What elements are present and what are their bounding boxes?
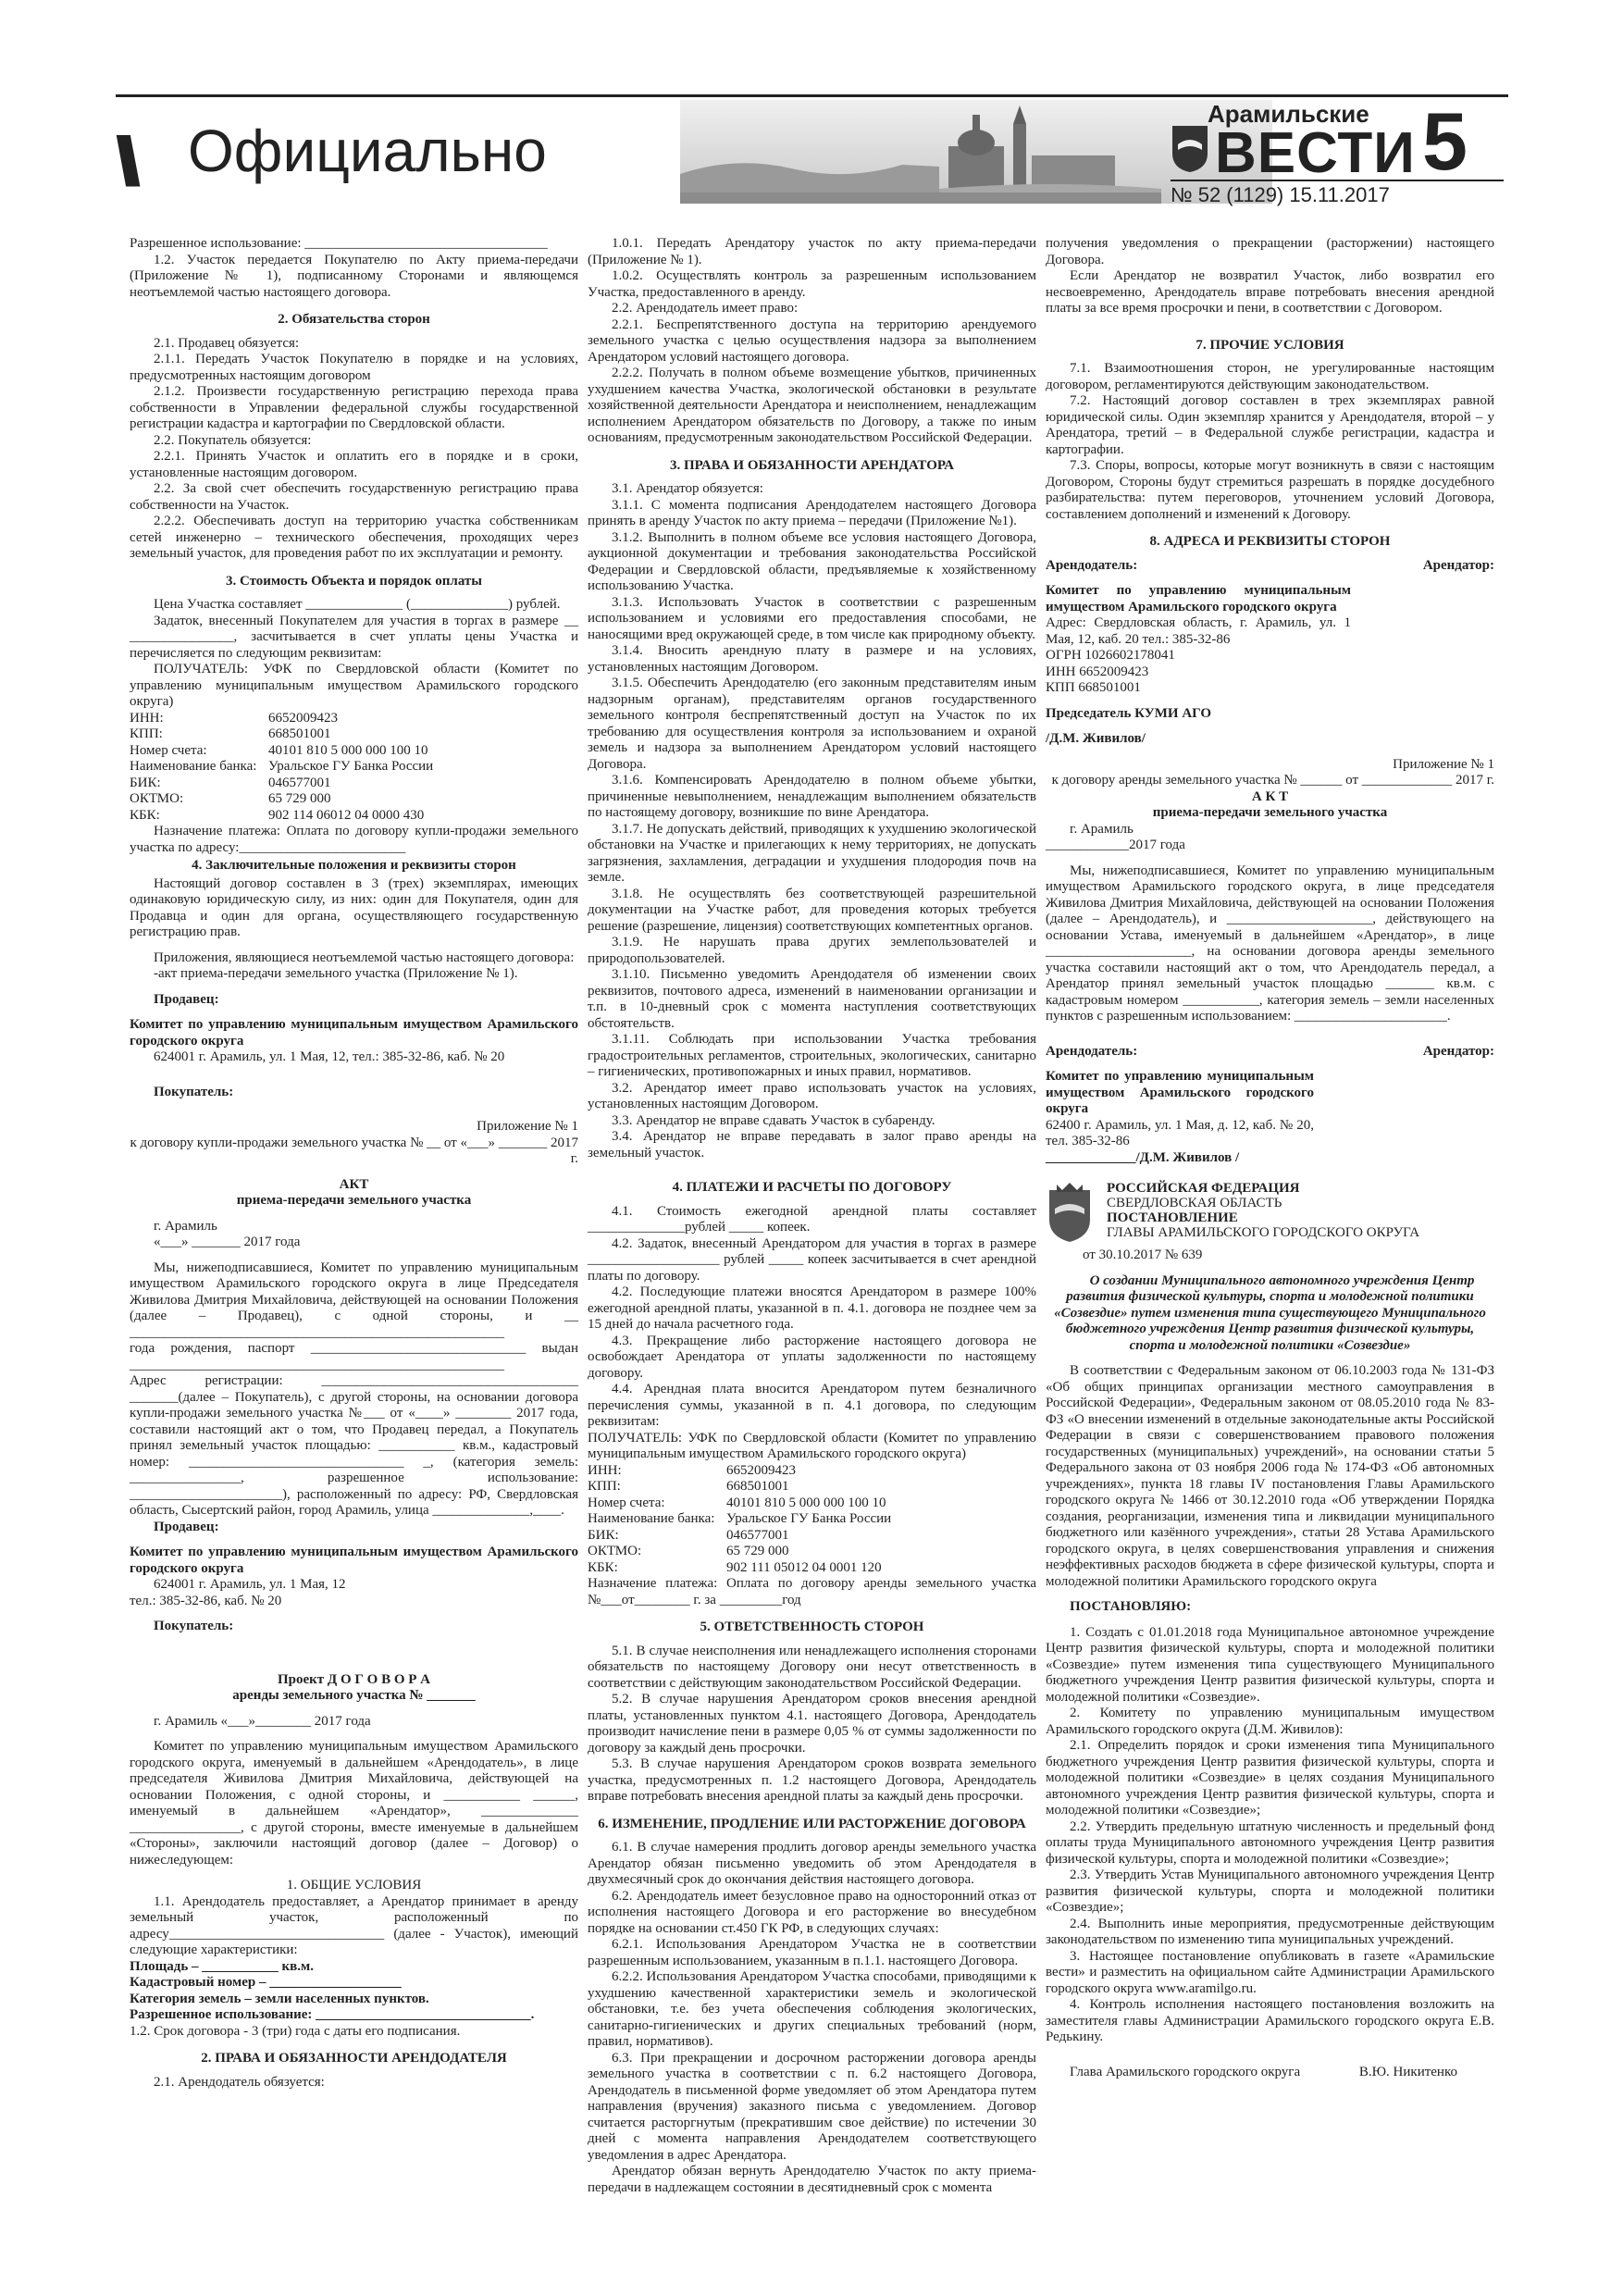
paragraph: 2.2. Утвердить предельную штатную численность и предельный фонд оплаты труда Муниципального автономного учреждения Центр развития физической культуры, спорта и молодежной политики «Созвездие»; bbox=[1046, 1818, 1494, 1867]
decree-date: от 30.10.2017 № 639 bbox=[1083, 1247, 1203, 1262]
paragraph: Мы, нижеподписавшиеся, Комитет по управлению муниципальным имуществом Арамильского городского округа в лице Председателя Живилова Дмитрия Михайловича, действующей на основании Положения (далее – Продавец), с одной стороны, и __ ______________________________________________________ bbox=[130, 1260, 578, 1340]
paragraph: В соответствии с Федеральным законом от 06.10.2003 года № 131-ФЗ «Об общих принципах организации местного самоуправления в Российской Федерации», Федеральным законом от 08.05.2010 года № 83-ФЗ «О внесении изменений в отдельные законодательные акты Российской Федерации в связи с совершенствованием правового положения государственных (муниципальных) учреждений», на основании статьи 5 Федерального закона от 03 ноября 2006 года № 174-ФЗ «Об автономных учреждениях», пункта 18 главы IV постановления Главы Арамильского городского округа № 1466 от 30.12.2010 года «Об утверждении Порядка создания, реорганизации, изменения типа и ликвидации муниципального бюджетного или казённого учреждения», статьи 28 Устава Арамильского городского округа, в целях совершенствования управления и снижения неэффективных расходов бюджета в сфере физической культуры, спорта и молодежной политики Арамильского городского округа bbox=[1046, 1363, 1494, 1589]
place: г. Арамиль bbox=[154, 1218, 217, 1234]
paragraph: 2. Комитету по управлению муниципальным имуществом Арамильского городского округа (Д.М. Живилов): bbox=[1046, 1706, 1494, 1737]
masthead bbox=[116, 94, 1508, 207]
bank-requisites bbox=[130, 711, 578, 825]
column-1 bbox=[130, 236, 578, 2091]
section-slashes-icon: \\ bbox=[116, 123, 129, 200]
appendix-ref: к договору аренды земельного участка № ______ от _____________ 2017 г. bbox=[1051, 773, 1494, 788]
paragraph: 1. Создать с 01.01.2018 года Муниципальное автономное учреждение Центр развития физической культуры, спорта и молодежной политики «Созвездие» путем изменения типа существующего Муниципального бюджетного учреждения Центр развития физической культуры, спорта и молодежной политики «Созвездие». bbox=[1046, 1624, 1494, 1705]
party-address: 624001 г. Арамиль, ул. 1 Мая, 12, тел.: 385-32-86, каб. № 20 bbox=[154, 1049, 505, 1064]
party-name: Комитет по управлению муниципальным имуществом Арамильского городского округа bbox=[130, 1545, 578, 1576]
section-heading: 3. ПРАВА И ОБЯЗАННОСТИ АРЕНДАТОРА bbox=[670, 457, 954, 473]
paragraph: 7.2. Настоящий договор составлен в трех экземплярах равной юридической силы. Один экземпляр хранится у Арендодателя, второй – у Арендатора, третий – в Федеральной службе регистрации, кадастра и картографии. bbox=[1046, 393, 1494, 457]
req-value: 6652009423 bbox=[268, 710, 338, 726]
appendix-label: Приложение № 1 bbox=[1393, 756, 1494, 772]
section-heading: 3. Стоимость Объекта и порядок оплаты bbox=[225, 573, 483, 589]
lessor-ogrn: ОГРН 1026602178041 bbox=[1046, 648, 1175, 663]
paragraph: 2.3. Утвердить Устав Муниципального автономного учреждения Центр развития физической культуры, спорта и молодежной политики «Созвездие»; bbox=[1046, 1868, 1494, 1915]
paragraph: года рождения, паспорт _______________________________ выдан ______________________________________________________ bbox=[130, 1341, 578, 1372]
paragraph: Назначение платежа: Оплата по договору купли-продажи земельного участка по адресу:________________________ bbox=[130, 824, 578, 855]
paragraph: 4.2. Задаток, внесенный Арендатором для участия в торгах в размере ___________________ рублей _____ копеек засчитывается в счет арендной платы по договору. bbox=[588, 1235, 1036, 1284]
paragraph: 4.4. Арендная плата вносится Арендатором путем безналичного перечисления суммы, указанной в п. 4.1 договора, по следующим реквизитам: bbox=[588, 1382, 1036, 1429]
paragraph: 2.2. Покупатель обязуется: bbox=[154, 432, 312, 448]
paragraph: Задаток, внесенный Покупателем для участия в торгах в размере __ _______________, засчитывается в счет уплаты цены Участка и перечисляется по следующим реквизитам: bbox=[130, 613, 578, 661]
signature-line: /Д.М. Живилов/ bbox=[1046, 731, 1146, 746]
paragraph: Если Арендатор не возвратил Участок, либо возвратил его несвоевременно, Арендодатель вправе потребовать внесения арендной платы за все время просрочки и пени, в соответствии с Договором. bbox=[1046, 268, 1494, 316]
req-value: Уральское ГУ Банка России bbox=[726, 1511, 892, 1526]
paragraph: 6.3. При прекращении и досрочном расторжении договора аренды земельного участка в соответствии с п. 6.2 настоящего Договора, Арендодатель в письменной форме уведомляет об этом Арендатора путем направления (вручения) заказного письма с уведомлением. Договор считается расторгнутым (прекратившим свое действие) по истечении 30 дней с момента направления Арендодателем соответствующего уведомления в адрес Арендатора. bbox=[588, 2050, 1036, 2163]
paragraph: Арендатор обязан вернуть Арендодателю Участок по акту приема-передачи в надлежащем состоянии в десятидневный срок с момента bbox=[588, 2164, 1036, 2195]
paragraph: 2.1.1. Передать Участок Покупателю в порядке и на условиях, предусмотренных настоящим договором bbox=[130, 352, 578, 383]
paragraph: 4.2. Последующие платежи вносятся Арендатором в размере 100% ежегодной арендной платы, указанной в п. 4.1. договора не позднее чем за 15 дней до начала расчетного года. bbox=[588, 1285, 1036, 1332]
act-title: А К Т bbox=[1251, 788, 1289, 804]
paragraph: 3.1. Арендатор обязуется: bbox=[612, 481, 763, 496]
req-label: Номер счета: bbox=[588, 1495, 665, 1510]
newspaper-logo-top: Арамильские bbox=[1208, 100, 1369, 128]
req-value: 40101 810 5 000 000 100 10 bbox=[726, 1495, 886, 1510]
field-permitted-use: Разрешенное использование: _______________________________. bbox=[130, 2007, 535, 2022]
chairman-label: Председатель КУМИ АГО bbox=[1046, 705, 1212, 721]
field-category: Категория земель – земли населенных пунктов. bbox=[130, 1991, 429, 2006]
contract-subtitle: аренды земельного участка № _______ bbox=[232, 1688, 476, 1703]
field-area: Площадь – ___________ кв.м. bbox=[130, 1958, 314, 1974]
paragraph: 1.2. Срок договора - 3 (три) года с даты его подписания. bbox=[130, 2023, 461, 2039]
paragraph: 2.2.1. Беспрепятственного доступа на территорию арендуемого земельного участка с целью осуществления надзора за выполнением Арендатором условий настоящего договора. bbox=[588, 316, 1036, 365]
paragraph: 2.1. Арендодатель обязуется: bbox=[154, 2074, 325, 2090]
paragraph: 3.4. Арендатор не вправе передавать в залог право аренды на земельный участок. bbox=[588, 1129, 1036, 1160]
req-label: ИНН: bbox=[130, 710, 164, 726]
decree-resolve: ПОСТАНОВЛЯЮ: bbox=[1070, 1599, 1192, 1614]
req-label: КПП: bbox=[130, 726, 163, 741]
act-subtitle: приема-передачи земельного участка bbox=[236, 1193, 472, 1208]
req-label: Наименование банка: bbox=[588, 1511, 715, 1526]
contract-title: Проект Д О Г О В О Р А bbox=[277, 1671, 431, 1687]
paragraph: 1.1. Арендодатель предоставляет, а Арендатор принимает в аренду земельный участок, расположенный по адресу_______________________________ (далее - Участок), имеющий следующие характеристики: bbox=[130, 1893, 578, 1957]
section-heading: 7. ПРОЧИЕ УСЛОВИЯ bbox=[1196, 337, 1344, 353]
issue-number: № 52 (1129) 15.11.2017 bbox=[1171, 180, 1504, 207]
req-value: 65 729 000 bbox=[268, 791, 331, 806]
section-heading: 4. ПЛАТЕЖИ И РАСЧЕТЫ ПО ДОГОВОРУ bbox=[672, 1180, 952, 1195]
req-value: 668501001 bbox=[726, 1479, 789, 1494]
paragraph: 7.3. Споры, вопросы, которые могут возникнуть в связи с настоящим Договором, Стороны будут стремиться разрешать в порядке досудебного разбирательства: путем переговоров, уточнением условий Договора, составлением дополнений и изменений к Договору. bbox=[1046, 458, 1494, 522]
paragraph: 3.1.2. Выполнить в полном объеме все условия настоящего Договора, аукционной документации и требования законодательства Российской Федерации и Свердловской области, предъявляемые к хозяйственному использованию Участка. bbox=[588, 529, 1036, 593]
paragraph: 3.1.7. Не допускать действий, приводящих к ухудшению экологической обстановки на Участке и прилегающих к нему территориях, не допускать загрязнения, захламления, деградации и ухудшения плодородия почв на земле. bbox=[588, 821, 1036, 885]
country-name: РОССИЙСКАЯ ФЕДЕРАЦИЯ bbox=[1107, 1181, 1300, 1196]
section-heading: 1. ОБЩИЕ УСЛОВИЯ bbox=[286, 1878, 422, 1893]
paragraph: 2.2.1. Принять Участок и оплатить его в порядке и в сроки, установленные настоящим договором. bbox=[130, 449, 578, 480]
party-label: Покупатель: bbox=[154, 1084, 234, 1099]
column-3 bbox=[1046, 236, 1494, 2080]
paragraph: 1.0.2. Осуществлять контроль за разрешенным использованием Участка, предоставленного в аренду. bbox=[588, 268, 1036, 300]
authority-name: ГЛАВЫ АРАМИЛЬСКОГО ГОРОДСКОГО ОКРУГА bbox=[1107, 1225, 1420, 1240]
appendix-label: Приложение № 1 bbox=[477, 1119, 578, 1134]
lessor-address: Адрес: Свердловская область, г. Арамиль, ул. 1 Мая, 12, каб. 20 тел.: 385-32-86 bbox=[1046, 615, 1351, 647]
party-phone: тел.: 385-32-86, каб. № 20 bbox=[130, 1593, 282, 1608]
appendix-ref: к договору купли-продажи земельного участка № __ от «___» _______ 2017 г. bbox=[130, 1135, 578, 1166]
req-value: 902 111 05012 04 0001 120 bbox=[726, 1559, 882, 1575]
paragraph: 3.1.3. Использовать Участок в соответствии с разрешенным использованием и условиями его предоставления способами, не наносящими вред окружающей среде, в том числе как природному объекту. bbox=[588, 594, 1036, 642]
paragraph: ПОЛУЧАТЕЛЬ: УФК по Свердловской области (Комитет по управлению муниципальным имуществом Арамильского городского округа) bbox=[588, 1430, 1036, 1461]
paragraph: Комитет по управлению муниципальным имуществом Арамильского городского округа, именуемый в дальнейшем «Арендодатель», в лице председателя Живилова Дмитрия Михайловича, действующей на основании Положения, с одной стороны, и ___________ ______, именуемый в дальнейшем «Арендатор», ______________ ________________, с другой стороны, вместе именуемые в дальнейшем «Стороны», заключили настоящий договор (далее – Договор) о нижеследующем: bbox=[130, 1739, 578, 1868]
decree-title: О создании Муниципального автономного учреждения Центр развития физической культуры, спорта и молодежной политики «Созвездие» путем изменения типа существующего Муниципального бюджетного учреждения Центр развития физической культуры, спорта и молодежной политики «Созвездие» bbox=[1054, 1272, 1486, 1353]
paragraph: 6.2. Арендодатель имеет безусловное право на односторонний отказ от исполнения настоящего Договора и его расторжение во внесудебном порядке на основании ст.450 ГК РФ, в следующих случаях: bbox=[588, 1888, 1036, 1936]
section-title: Официально bbox=[188, 118, 547, 184]
req-value: 046577001 bbox=[268, 775, 331, 790]
act-title: АКТ bbox=[339, 1176, 369, 1192]
decree-header bbox=[1046, 1181, 1494, 1244]
bank-requisites bbox=[588, 1463, 1036, 1577]
parties-row bbox=[1046, 558, 1494, 575]
paragraph: 2.1.2. Произвести государственную регистрацию перехода права собственности в Управлении федеральной службы государственной регистрации кадастра и картографии по Свердловской области. bbox=[130, 384, 578, 431]
section-heading: 2. ПРАВА И ОБЯЗАННОСТИ АРЕНДОДАТЕЛЯ bbox=[201, 2051, 507, 2066]
doc-type: ПОСТАНОВЛЕНИЕ bbox=[1107, 1210, 1238, 1225]
party-label: Продавец: bbox=[154, 991, 219, 1007]
paragraph: 6.2.1. Использования Арендатором Участка не в соответствии разрешенным использованием, указанным в п.1.1. настоящего Договора. bbox=[588, 1937, 1036, 1968]
req-label: КБК: bbox=[588, 1559, 618, 1575]
req-value: 40101 810 5 000 000 100 10 bbox=[268, 742, 428, 758]
req-label: ОКТМО: bbox=[588, 1544, 642, 1558]
signer-title: Глава Арамильского городского округа bbox=[1070, 2064, 1301, 2079]
paragraph: 3.3. Арендатор не вправе сдавать Участок в субаренду. bbox=[612, 1112, 935, 1128]
coat-of-arms-icon bbox=[1046, 1181, 1094, 1244]
party-label: Покупатель: bbox=[154, 1619, 234, 1633]
paragraph: Цена Участка составляет ______________ (______________) рублей. bbox=[154, 597, 561, 612]
parties-row bbox=[1046, 1044, 1494, 1061]
paragraph: 6.2.2. Использования Арендатором Участка способами, приводящими к ухудшению качественной характеристики земель и экологической обстановки, т.е. без учета обеспечения соблюдения экологических, санитарно-гигиенических и других специальных требований (норм, правил, нормативов). bbox=[588, 1969, 1036, 2049]
req-label: КПП: bbox=[588, 1479, 621, 1494]
paragraph: Мы, нижеподписавшиеся, Комитет по управлению муниципальным имуществом Арамильского городского округа, в лице председателя Живилова Дмитрия Михайловича, действующей на основании Положения (далее – Арендодатель), и _____________________, действующего на основании Устава, именуемый в дальнейшем «Арендатор», в лице _____________________, на основании договора аренды земельного участка составили настоящий акт о том, что Арендодатель передал, а Арендатор принял земельный участок площадью _______ кв.м. с кадастровым номером ___________, категория земель – земли населенных пунктов с разрешенным использованием: ______________________. bbox=[1046, 863, 1494, 1024]
column-2 bbox=[588, 236, 1036, 2196]
field-cadastral: Кадастровый номер – ___________________ bbox=[130, 1975, 402, 1990]
section-heading: 6. ИЗМЕНЕНИЕ, ПРОДЛЕНИЕ ИЛИ РАСТОРЖЕНИЕ ДОГОВОРА bbox=[598, 1816, 1026, 1831]
place: г. Арамиль bbox=[1070, 821, 1134, 837]
req-value: 902 114 06012 04 0000 430 bbox=[268, 807, 425, 823]
section-heading: 4. Заключительные положения и реквизиты сторон bbox=[192, 858, 516, 873]
paragraph: Назначение платежа: Оплата по договору аренды земельного участка №___от________ г. за _________год bbox=[588, 1576, 1036, 1607]
coat-of-arms-icon bbox=[1171, 122, 1209, 174]
paragraph: 3.1.11. Соблюдать при использовании Участка требования градостроительных регламентов, строительных, экологических, санитарно – гигиенических, противопожарных и иных правил, нормативов. bbox=[588, 1032, 1036, 1079]
paragraph: 3.1.1. С момента подписания Арендодателем настоящего Договора принять в аренду Участок по акту приема – передачи (Приложение №1). bbox=[588, 497, 1036, 528]
act-subtitle: приема-передачи земельного участка bbox=[1152, 805, 1388, 820]
lessor-label: Арендодатель: bbox=[1046, 1043, 1138, 1059]
lessor-label: Арендодатель: bbox=[1046, 557, 1138, 573]
lessee-label: Арендатор: bbox=[1422, 557, 1494, 573]
paragraph: 4.3. Прекращение либо расторжение настоящего договора не освобождает Арендатора от уплаты задолженности по настоящему договору. bbox=[588, 1333, 1036, 1381]
req-label: ОКТМО: bbox=[130, 791, 184, 806]
place-date: г. Арамиль «___»________ 2017 года bbox=[154, 1713, 371, 1729]
paragraph: 3. Настоящее постановление опубликовать в газете «Арамильские вести» и разместить на официальном сайте Администрации Арамильского городского округа www.aramilgo.ru. bbox=[1046, 1948, 1494, 1996]
paragraph: 2.1. Определить порядок и сроки изменения типа Муниципального бюджетного учреждения Центр развития физической культуры, спорта и молодежной политики «Созвездие» в целях создания Муниципального автономного учреждения Центр развития физической культуры, спорта и молодежной политики «Созвездие»; bbox=[1046, 1738, 1494, 1818]
paragraph: 5.2. В случае нарушения Арендатором сроков внесения арендной платы, установленных пунктом 4.1. настоящего Договора, Арендодатель производит начисление пени в размере 0,05 % от суммы задолженности по договору за каждый день просрочки. bbox=[588, 1692, 1036, 1756]
paragraph: Приложения, являющиеся неотъемлемой частью настоящего договора: bbox=[154, 949, 575, 965]
lessor-name: Комитет по управлению муниципальным имуществом Арамильского городского округа bbox=[1046, 583, 1351, 614]
section-heading: 2. Обязательства сторон bbox=[278, 312, 430, 327]
req-value: 6652009423 bbox=[726, 1462, 796, 1478]
paragraph: 2.2.2. Получать в полном объеме возмещение убытков, причиненных ухудшением качества Участка, экологической обстановки в результате хозяйственной деятельности Арендатора и неисполнением, ненадлежащим исполнением Арендатором обязательств по Договору, а также по иным основаниям, предусмотренным законодательством Российской Федерации. bbox=[588, 366, 1036, 445]
req-label: ИНН: bbox=[588, 1462, 622, 1478]
page-number: 5 bbox=[1422, 95, 1468, 187]
paragraph: 3.1.10. Письменно уведомить Арендодателя об изменении своих реквизитов, почтового адреса, изменений в наименовании организации и т.п. в 10-дневный срок с момента наступления соответствующих обстоятельств. bbox=[588, 967, 1036, 1031]
paragraph: -акт приема-передачи земельного участка (Приложение № 1). bbox=[154, 966, 518, 981]
paragraph: 3.1.5. Обеспечить Арендодателю (его законным представителям иным надзорным органам), представителям органов государственного земельного контроля беспрепятственный доступ на Участок по их требованию для осуществления контроля за использованием и охраной земель и надзора за выполнением Арендатором условий настоящего Договора. bbox=[588, 676, 1036, 772]
req-value: Уральское ГУ Банка России bbox=[268, 759, 434, 774]
lessor-address: 62400 г. Арамиль, ул. 1 Мая, д. 12, каб. № 20, тел. 385-32-86 bbox=[1046, 1117, 1314, 1148]
signature-block bbox=[1046, 2065, 1494, 2081]
req-label: КБК: bbox=[130, 807, 160, 823]
masthead-rule bbox=[116, 94, 1508, 97]
date: «___» _______ 2017 года bbox=[154, 1235, 301, 1249]
paragraph: 3.1.6. Компенсировать Арендодателю в полном объеме убытки, причиненные невыполнением, ненадлежащим выполнением обязательств по настоящему договору, возникшие по вине Арендатора. bbox=[588, 773, 1036, 820]
party-name: Комитет по управлению муниципальным имуществом Арамильского городского округа bbox=[130, 1017, 578, 1049]
newspaper-logo: ВЕСТИ bbox=[1215, 121, 1416, 185]
section-heading: 5. ОТВЕТСТВЕННОСТЬ СТОРОН bbox=[700, 1620, 924, 1634]
req-value: 046577001 bbox=[726, 1527, 789, 1543]
paragraph: 2.4. Выполнить иные мероприятия, предусмотренные действующим законодательством по изменению типа муниципальных учреждений. bbox=[1046, 1916, 1494, 1947]
lessor-inn: ИНН 6652009423 bbox=[1046, 664, 1149, 679]
paragraph: 3.1.9. Не нарушать права других землепользователей и природопользователей. bbox=[588, 935, 1036, 966]
paragraph: ПОЛУЧАТЕЛЬ: УФК по Свердловской области (Комитет по управлению муниципальным имуществом Арамильского городского округа) bbox=[130, 662, 578, 709]
paragraph: 7.1. Взаимоотношения сторон, не урегулированные настоящим договором, регламентируются действующим законодательством. bbox=[1046, 361, 1494, 392]
paragraph: 2.2. За свой счет обеспечить государственную регистрацию права собственности на Участок. bbox=[130, 481, 578, 513]
paragraph: Настоящий договор составлен в 3 (трех) экземплярах, имеющих одинаковую юридическую силу, из них: один для Покупателя, один для Продавца и один для органа, осуществляющего государственную регистрацию прав. bbox=[130, 875, 578, 939]
req-label: Номер счета: bbox=[130, 742, 207, 758]
paragraph: получения уведомления о прекращении (расторжении) настоящего Договора. bbox=[1046, 236, 1494, 267]
signer-name: В.Ю. Никитенко bbox=[1358, 2064, 1457, 2079]
lessee-label: Арендатор: bbox=[1422, 1043, 1494, 1059]
req-value: 668501001 bbox=[268, 726, 331, 741]
paragraph: 1.0.1. Передать Арендатору участок по акту приема-передачи (Приложение № 1). bbox=[588, 236, 1036, 267]
section-heading: 8. АДРЕСА И РЕКВИЗИТЫ СТОРОН bbox=[1149, 534, 1391, 549]
region-name: СВЕРДЛОВСКАЯ ОБЛАСТЬ bbox=[1107, 1196, 1282, 1210]
signature-line: _____________/Д.М. Живилов / bbox=[1046, 1149, 1240, 1165]
paragraph: 2.2.2. Обеспечивать доступ на территорию участка собственникам сетей инженерно – технического обеспечения, проходящих через земельный участок, для проведения работ по их эксплуатации и ремонту. bbox=[130, 514, 578, 561]
paragraph: 4.1. Стоимость ежегодной арендной платы составляет ______________рублей _____ копеек. bbox=[588, 1203, 1036, 1235]
party-address: 624001 г. Арамиль, ул. 1 Мая, 12 bbox=[154, 1577, 346, 1592]
paragraph: 6.1. В случае намерения продлить договор аренды земельного участка Арендатор обязан письменно уведомить об этом Арендодателя в двухмесячный срок до окончания действия настоящего договора. bbox=[588, 1840, 1036, 1887]
paragraph: 2.1. Продавец обязуется: bbox=[154, 335, 300, 351]
req-value: 65 729 000 bbox=[726, 1544, 789, 1558]
paragraph: 3.1.8. Не осуществлять без соответствующей разрешительной документации на Участке работ, для проведения которых требуется решение (разрешение, лицензия) соответствующих компетентных органов. bbox=[588, 886, 1036, 934]
paragraph: Разрешенное использование: ___________________________________ bbox=[130, 236, 548, 251]
paragraph: 1.2. Участок передается Покупателю по Акту приема-передачи (Приложение № 1), подписанному Сторонами и являющемся неотъемлемой частью настоящего договора. bbox=[130, 252, 578, 300]
req-label: БИК: bbox=[130, 775, 161, 790]
date: ____________2017 года bbox=[1046, 838, 1185, 852]
party-label: Продавец: bbox=[154, 1519, 219, 1534]
paragraph: 3.2. Арендатор имеет право использовать участок на условиях, установленных настоящим Договором. bbox=[588, 1080, 1036, 1111]
paragraph: 4. Контроль исполнения настоящего постановления возложить на заместителя главы Администрации Арамильского городского округа Е.В. Редькину. bbox=[1046, 1997, 1494, 2044]
lessor-name: Комитет по управлению муниципальным имуществом Арамильского городского округа bbox=[1046, 1069, 1314, 1116]
paragraph: 5.3. В случае нарушения Арендатором сроков возврата земельного участка, предусмотренных п. 1.2 настоящего Договора, Арендодатель вправе потребовать внесения арендной платы за каждый день просрочки. bbox=[588, 1756, 1036, 1804]
paragraph: 5.1. В случае неисполнения или ненадлежащего исполнения сторонами обязательств по настоящему Договору они несут ответственность в соответствии с действующим законодательством Российской Федерации. bbox=[588, 1643, 1036, 1691]
paragraph: 2.2. Арендодатель имеет право: bbox=[612, 301, 799, 316]
paragraph: Адрес регистрации: _____________________________________ _______(далее – Покупатель), с другой стороны, на основании договора купли-продажи земельного участка №___ от «____» ________ 2017 года, составили настоящий акт о том, что Продавец передал, а Покупатель принял земельный участок площадью: ___________ кв.м., кадастровый номер: _______________________________ _, (категория земель: ________________, разрешенное использование: ______________________), расположенный по адресу: РФ, Свердловская область, Сысертский район, город Арамиль, улица ______________,____. bbox=[130, 1373, 578, 1518]
req-label: БИК: bbox=[588, 1527, 619, 1543]
lessor-kpp: КПП 668501001 bbox=[1046, 680, 1141, 695]
req-label: Наименование банка: bbox=[130, 759, 257, 774]
paragraph: 3.1.4. Вносить арендную плату в размере и на условиях, установленных настоящим Договором. bbox=[588, 643, 1036, 675]
